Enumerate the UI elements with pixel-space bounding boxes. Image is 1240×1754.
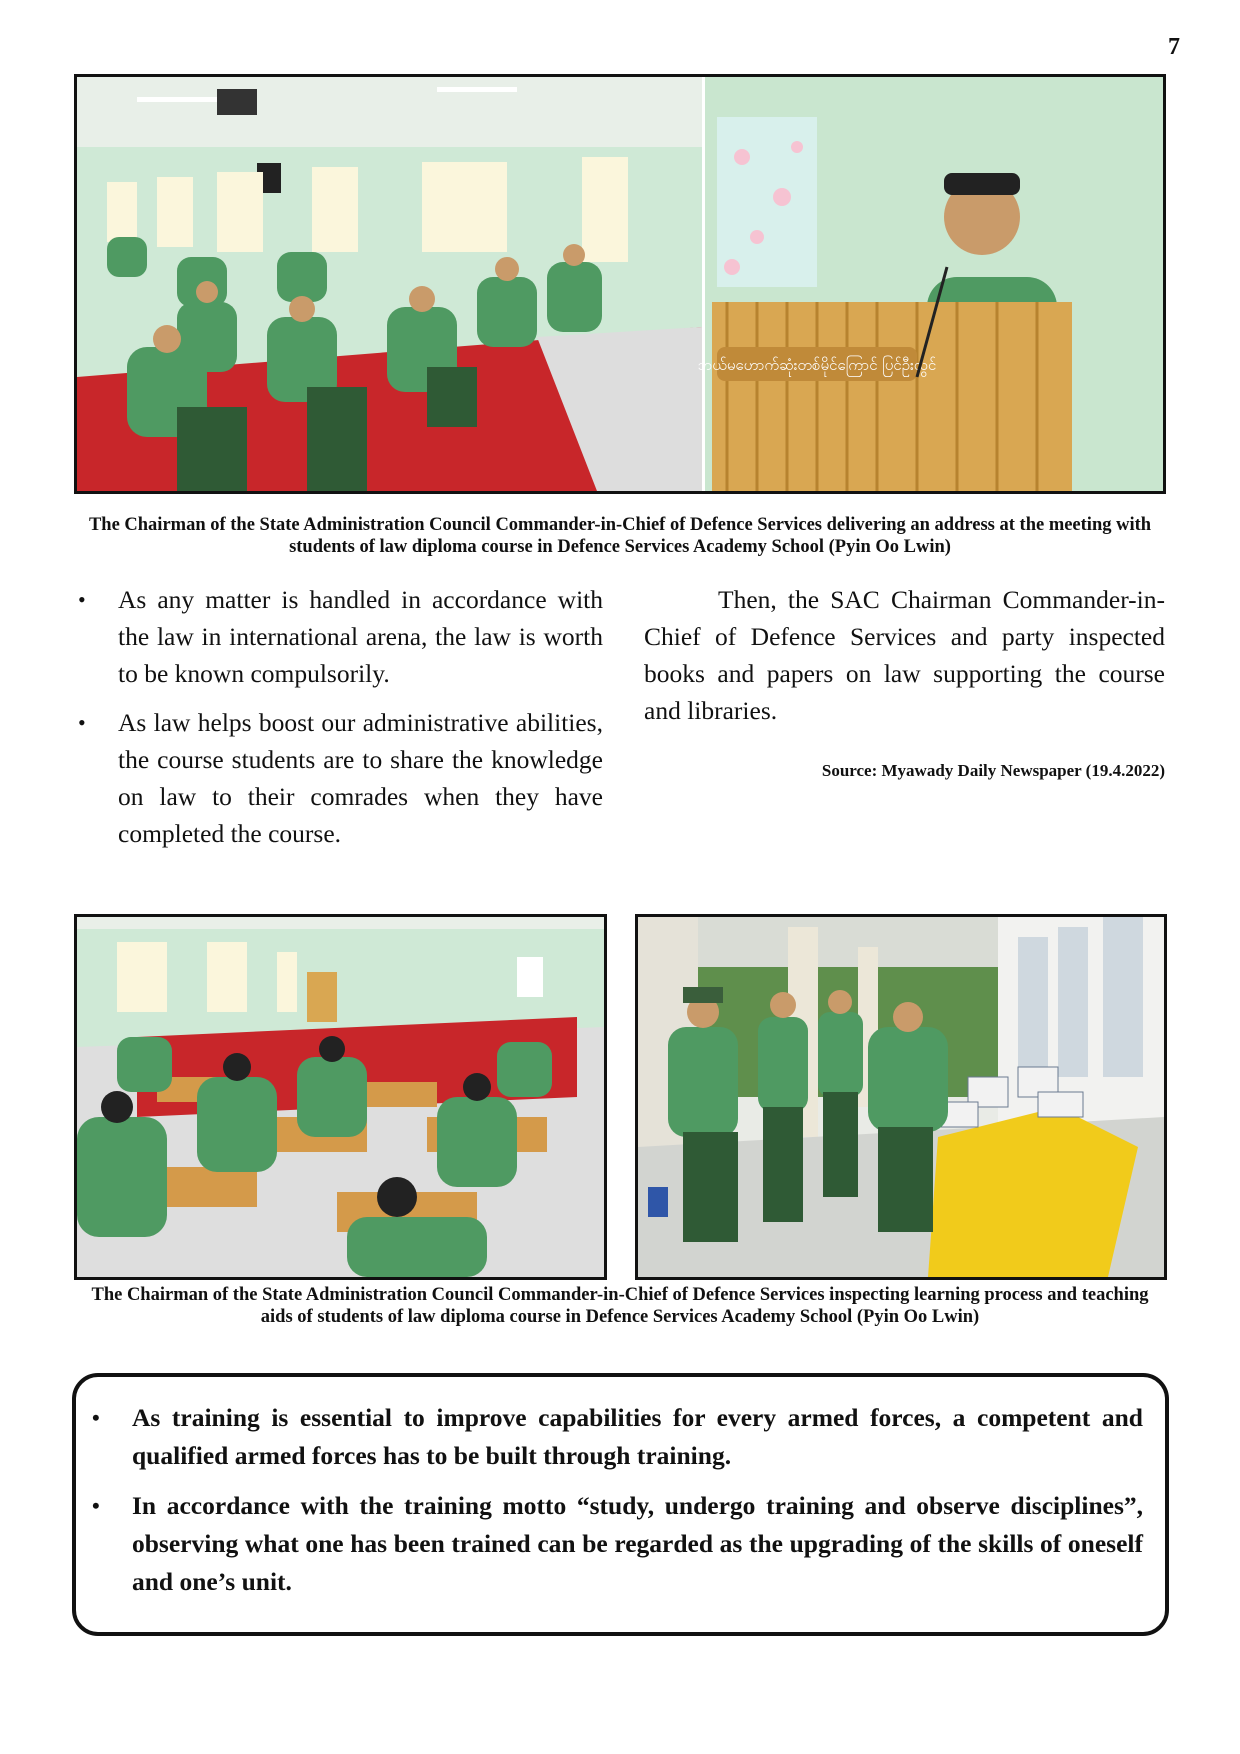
left-column	[78, 581, 603, 864]
photo-teaching-aids	[635, 914, 1167, 1280]
right-column	[644, 581, 1165, 729]
right-paragraph: Then, the SAC Chairman Commander-in-Chief of Defence Services and party inspected books and papers on law supporting the course and libraries.	[644, 585, 1165, 725]
box-bullet-item: • As training is essential to improve capabilities for every armed forces, a competent and qualified armed forces has to be built through training.	[92, 1399, 1143, 1475]
left-bullet-item: • As any matter is handled in accordance with the law in international arena, the law is worth to be known compulsorily.	[78, 581, 603, 692]
source-credit: Source: Myawady Daily Newspaper (19.4.2022)	[821, 761, 1165, 780]
box-bullet-list	[92, 1399, 1143, 1601]
podium-label: ဘယ်မဟောက်ဆုံးတစ်မိုင်ကြောင် ပြင်ဦးလွင်	[697, 356, 937, 374]
left-bullet-list	[78, 581, 603, 852]
key-points-box	[72, 1373, 1169, 1636]
page-number: 7	[1168, 34, 1180, 60]
top-caption: The Chairman of the State Administration Council Commander-in-Chief of Defence Services delivering an address at the meeting with students of law diploma course in Defence Services Academy School (Pyin Oo Lwin)	[88, 515, 1152, 557]
left-bullet-item: • As law helps boost our administrative abilities, the course students are to share the knowledge on law to their comrades when they have completed the course.	[78, 704, 603, 852]
photo-learning-process	[74, 914, 607, 1280]
bottom-caption: The Chairman of the State Administration Council Commander-in-Chief of Defence Services inspecting learning process and teaching aids of students of law diploma course in Defence Services Academy School (Pyin Oo Lwin)	[91, 1285, 1149, 1327]
box-bullet-item: • In accordance with the training motto “study, undergo training and observe disciplines”, observing what one has been trained can be regarded as the upgrading of the skills of oneself and one’s unit.	[92, 1487, 1143, 1601]
photo-address-meeting	[74, 74, 1166, 494]
